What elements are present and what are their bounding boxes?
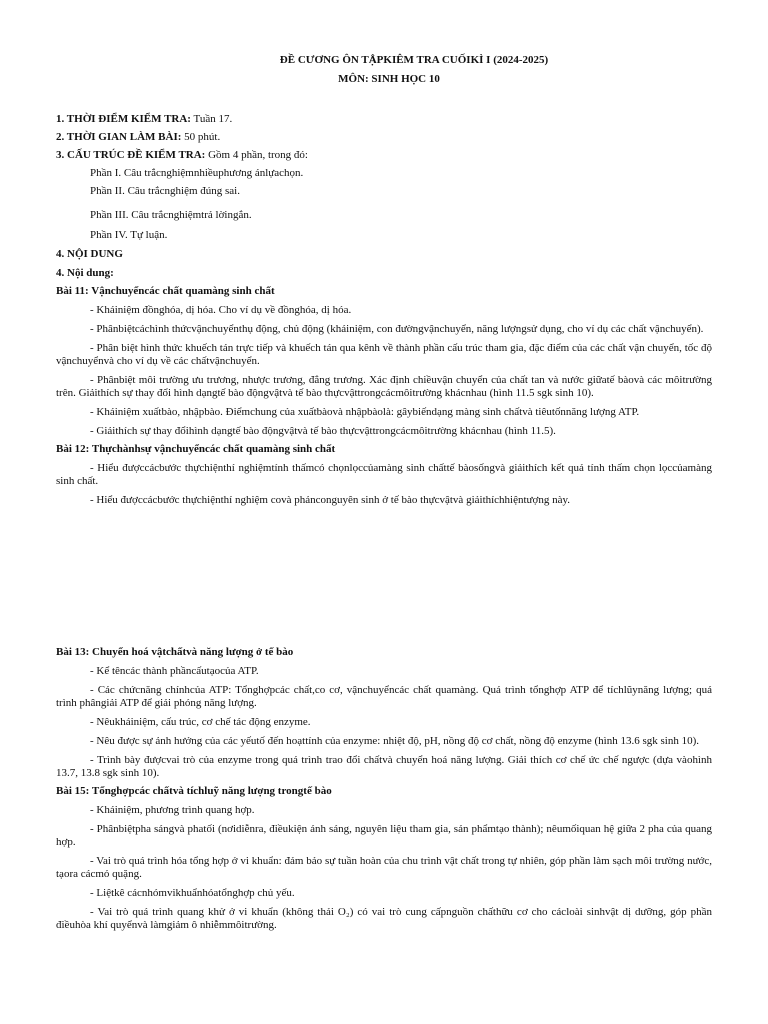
lesson-11-title: Bài 11: Vậnchuyểncác chất quamàng sinh chất (56, 285, 275, 297)
lesson-15-item: - Liệtkê cácnhómvikhuẩnhóatổnghợp chủ yếu. (90, 887, 295, 899)
lesson-13-title: Bài 13: Chuyển hoá vậtchấtvà năng lượng ở tế bào (56, 646, 294, 658)
structure-value: Gồm 4 phần, trong đó: (205, 149, 308, 161)
exam-time-label: 1. THỜI ĐIỂM KIỂM TRA: (56, 113, 191, 125)
content-heading-main: 4. NỘI DUNG (56, 248, 123, 260)
lesson-11-item: - Kháiniệm xuấtbào, nhậpbào. Điểmchung của xuấtbàovà nhậpbàolà: gâybiếndạng màng sinh chấtvà tiêutốnnăng lượng ATP. (90, 406, 640, 418)
structure-label: 3. CẤU TRÚC ĐỀ KIỂM TRA: (56, 149, 206, 161)
lesson-12-title: Bài 12: Thựchànhsự vậnchuyểncác chất quamàng sinh chất (56, 443, 336, 455)
lesson-11-item: - Phânbiệtcáchình thứcvậnchuyểnthụ động, chủ động (kháiniệm, con đườngvậnchuyển, năng lượngsử dụng, cho ví dụ các chất vậnchuyển). (90, 323, 704, 335)
duration-label: 2. THỜI GIAN LÀM BÀI: (56, 131, 182, 143)
exam-time-value: Tuần 17. (190, 113, 233, 125)
part-item: Phần I. Câu trắcnghiệmnhiềuphương ánlựachọn. (90, 167, 304, 179)
subject-title: MÔN: SINH HỌC 10 (338, 73, 440, 85)
lesson-13-item: - Các chứcnăng chínhcủa ATP: Tổnghợpcác chất,co cơ, vậnchuyểncác chất quamàng. Quá trình tổnghợp ATP để tíchlũynăng lượng; quá trình phângiải ATP để giải phóng năng lượng. (56, 684, 712, 709)
content-heading-sub: 4. Nội dung: (56, 267, 114, 279)
exam-time-line (56, 113, 712, 126)
lesson-12-item: - Hiểu đượccácbước thựchiệnthí nghiệm covà phảnconguyên sinh ở tế bào thựcvậtvà giảithíchhiệntượng này. (90, 494, 570, 506)
lesson-11-item: - Phânbiệt môi trường ưu trương, nhược trương, đẳng trương. Xác định chiềuvận chuyển của chất tan và nước giữatế bàovà các môitrường trên. Giảithích sự thay đổi hình dạngtế bào độngvậtvà tế bào thựcvậttrongcácmôitrường khácnhau (hình 11.5 sgk sinh 10). (56, 374, 712, 399)
lesson-13-item: - Nêu được sự ảnh hưởng của các yếutố đến hoạttính của enzyme: nhiệt độ, pH, nồng độ cơ chất, nồng độ enzyme (hình 13.6 sgk sinh 10). (90, 735, 700, 747)
lesson-11-item: - Phân biệt hình thức khuếch tán trực tiếp và khuếch tán qua kênh về thành phần cấu trúc tham gia, đặc điểm của các chất vận chuyển, tốc độ vậnchuyểnvà cho ví dụ về các chấtvậnchuyển. (56, 342, 712, 367)
lesson-11-item: - Kháiniệm đồnghóa, dị hóa. Cho ví dụ về đồnghóa, dị hóa. (90, 304, 352, 316)
lesson-11-item: - Giảithích sự thay đổihình dạngtế bào độngvậtvà tế bào thựcvậttrongcácmôitrường khácnhau (hình 11.5). (90, 425, 556, 437)
part-item: Phần II. Câu trắcnghiệm đúng sai. (90, 185, 240, 197)
page-section-1 (56, 113, 712, 507)
lesson-15-title: Bài 15: Tổnghợpcác chấtvà tíchluỹ năng lượng trongtế bào (56, 785, 332, 797)
lesson-13-item: - Nêukháiniệm, cấu trúc, cơ chế tác động enzyme. (90, 716, 311, 728)
lesson-15-item: - Vai trò quá trình quang khử ở vi khuẩn (không thải O₂) có vai trò cung cấpnguồn chấthữu cơ cho cácloài sinhvật dị dưỡng, góp phần điềuhòa khí quyểnvà làmgiảm ô nhiễmmôitrường. (56, 906, 712, 931)
duration-line (56, 131, 712, 144)
lesson-15-item: - Kháiniệm, phương trình quang hợp. (90, 804, 255, 816)
structure-line (56, 149, 712, 162)
lesson-12-item: - Hiểu đượccácbước thựchiệnthí nghiệmtính thấmcó chọnlọccủamàng sinh chấttế bàosốngvà giảithích kết quả tính thấm chọn lọccủamàng sinh chất. (56, 462, 712, 487)
lesson-15-item: - Vai trò quá trình hóa tổng hợp ở vi khuẩn: đảm bảo sự tuần hoàn của chu trình vật chất trong tự nhiên, góp phần làm sạch môi trường nước, tạora cácmỏ quặng. (56, 855, 712, 880)
document-title: ĐỀ CƯƠNG ÔN TẬPKIÊM TRA CUỐIKÌ I (2024-2025) (279, 54, 549, 66)
part-item: Phần IV. Tự luận. (90, 229, 168, 241)
duration-value: 50 phút. (181, 131, 221, 143)
lesson-15-item: - Phânbiệtpha sángvà phatối (nơidiễnra, điềukiện ánh sáng, nguyên liệu tham gia, sản phẩmtạo thành); nêumốiquan hệ giữa 2 pha của quang hợp. (56, 823, 712, 848)
page-section-2 (56, 646, 712, 932)
part-item: Phần III. Câu trắcnghiệmtrả lờingắn. (90, 209, 252, 221)
lesson-13-item: - Trình bày đượcvai trò của enzyme trong quá trình trao đổi chấtvà chuyển hoá năng lượng. Giải thích cơ chế ức chế ngược (dựa vàohình 13.7, 13.8 sgk sinh 10). (56, 754, 712, 779)
lesson-13-item: - Kể têncác thành phầncấutạocủa ATP. (90, 665, 259, 677)
